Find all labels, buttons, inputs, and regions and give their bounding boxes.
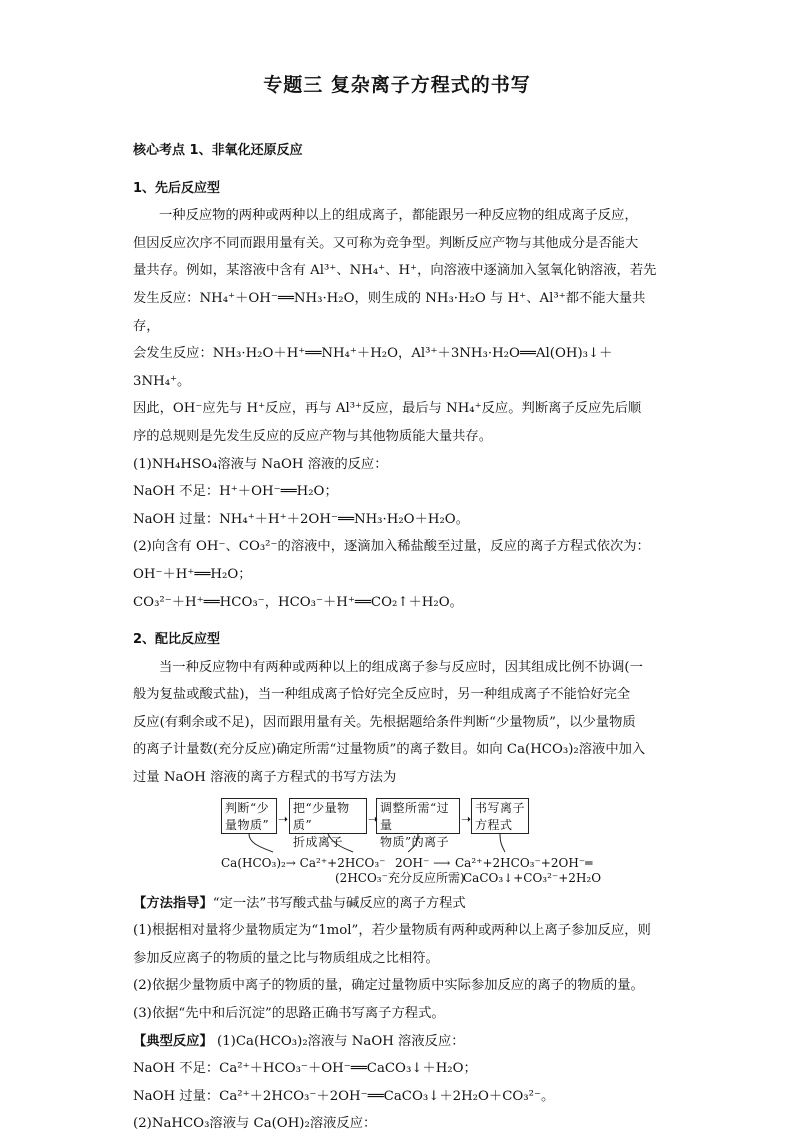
typical-excess: NaOH 过量：Ca²⁺＋2HCO₃⁻＋2OH⁻══CaCO₃↓＋2H₂O＋CO₃²⁻。 [133, 1088, 555, 1104]
box-text: 量物质” [225, 817, 270, 832]
method-tip: (1)根据相对量将少量物质定为“1mol”，若少量物质有两种或两种以上离子参加反应，则 [133, 923, 651, 939]
method-guide [133, 890, 665, 918]
document-body [133, 137, 665, 1138]
example1-excess: NaOH 过量：NH₄⁺＋H⁺＋2OH⁻══NH₃·H₂O＋H₂O。 [133, 511, 469, 527]
box-text: 书写离子 [475, 800, 526, 815]
page-title: 专题三 复杂离子方程式的书写 [263, 74, 531, 96]
arrow-right-icon: ➝ [461, 811, 472, 826]
flow-box-write [471, 798, 529, 834]
box-text: 折成离子 [293, 834, 344, 849]
section2-line: 的离子计量数(充分反应)确定所需“过量物质”的离子数目。如向 Ca(HCO₃)₂溶液中加入 [133, 742, 646, 758]
section2-line: 反应(有剩余或不足)，因而跟用量有关。先根据题给条件判断“少量物质”，以少量物质 [133, 714, 636, 730]
example2-title: (2)向含有 OH⁻、CO₃²⁻的溶液中，逐滴加入稀盐酸至过量，反应的离子方程式依次为： [133, 539, 650, 555]
section1-line: 发生反应：NH₄⁺＋OH⁻══NH₃·H₂O，则生成的 NH₃·H₂O 与 H⁺、Al³⁺都不能大量共存， [133, 290, 646, 334]
section2-line: 过量 NaOH 溶液的离子方程式的书写方法为 [133, 770, 397, 786]
flow-box-adjust [376, 798, 460, 849]
section1-line: 量共存。例如，某溶液中含有 Al³⁺、NH₄⁺、H⁺，向溶液中逐滴加入氢氧化钠溶液，若先 [133, 263, 657, 279]
flow-step-note: (2HCO₃⁻充分反应所需) [335, 870, 465, 885]
section1-line: 序的总规则是先发生反应的反应产物与其他物质能大量共存。 [133, 428, 493, 444]
method-guide-label: 【方法指导】 [133, 895, 213, 911]
arrow-right-icon: ➝ [278, 811, 289, 826]
example1-insufficient: NaOH 不足：H⁺＋OH⁻══H₂O； [133, 484, 338, 500]
box-text: 判断“少 [225, 800, 270, 815]
typical-reaction2-title: (2)NaHCO₃溶液与 Ca(OH)₂溶液反应： [133, 1116, 377, 1132]
flow-diagram [133, 794, 665, 886]
flow-step-hydroxide: 2OH⁻ ⟶ [395, 855, 451, 870]
method-guide-title: “定一法”书写酸式盐与碱反应的离子方程式 [212, 895, 466, 911]
flow-box-judge [221, 798, 277, 834]
box-text: 物质”的离子 [380, 834, 450, 849]
section1-line: 但因反应次序不同而跟用量有关。又可称为竞争型。判断反应产物与其他成分是否能大 [133, 235, 639, 251]
flow-box-split [289, 798, 367, 849]
section1-heading: 1、先后反应型 [133, 180, 221, 196]
method-tip: 参加反应离子的物质的量之比与物质组成之比相符。 [133, 950, 439, 966]
example2-step2: CO₃²⁻＋H⁺══HCO₃⁻，HCO₃⁻＋H⁺══CO₂↑＋H₂O。 [133, 594, 463, 610]
section1-line: 因此，OH⁻应先与 H⁺反应，再与 Al³⁺反应，最后与 NH₄⁺反应。判断离子反应先后顺 [133, 401, 642, 417]
box-text: 方程式 [475, 817, 513, 832]
arrow-right-icon: ➝ [368, 811, 379, 826]
section2-heading: 2、配比反应型 [133, 632, 221, 648]
typical-reaction [133, 1028, 665, 1056]
typical-insufficient: NaOH 不足：Ca²⁺＋HCO₃⁻＋OH⁻══CaCO₃↓＋H₂O； [133, 1061, 477, 1077]
section1-line: 一种反应物的两种或两种以上的组成离子，都能跟另一种反应物的组成离子反应， [159, 208, 638, 224]
section2-line: 般为复盐或酸式盐)，当一种组成离子恰好完全反应时，另一种组成离子不能恰好完全 [133, 687, 631, 703]
box-text: 把“少量物质” [293, 800, 350, 832]
method-tip: (3)依据“先中和后沉淀”的思路正确书写离子方程式。 [133, 1006, 445, 1022]
typical-reaction-label: 【典型反应】 [133, 1033, 213, 1049]
connector-arrows [133, 834, 665, 856]
section2-line: 当一种反应物中有两种或两种以上的组成离子参与反应时，因其组成比例不协调(一 [159, 659, 643, 675]
example1-title: (1)NH₄HSO₄溶液与 NaOH 溶液的反应： [133, 456, 388, 472]
core-point-heading: 核心考点 1、非氧化还原反应 [133, 143, 303, 158]
box-text: 调整所需“过量 [380, 800, 450, 832]
flow-step-products: CaCO₃↓+CO₃²⁻+2H₂O [463, 870, 602, 885]
typical-reaction-title: (1)Ca(HCO₃)₂溶液与 NaOH 溶液反应： [217, 1033, 465, 1049]
flow-step-ionize: Ca(HCO₃)₂→ Ca²⁺+2HCO₃⁻ [221, 855, 386, 870]
section1-line: 会发生反应：NH₃·H₂O＋H⁺══NH₄⁺＋H₂O，Al³⁺＋3NH₃·H₂O══Al(OH)₃↓＋3NH₄⁺。 [133, 346, 613, 389]
example2-step1: OH⁻＋H⁺══H₂O； [133, 566, 252, 582]
method-tip: (2)依据少量物质中离子的物质的量，确定过量物质中实际参加反应的离子的物质的量。 [133, 978, 644, 994]
flow-step-equation: Ca²⁺+2HCO₃⁻+2OH⁻═ [455, 855, 593, 870]
